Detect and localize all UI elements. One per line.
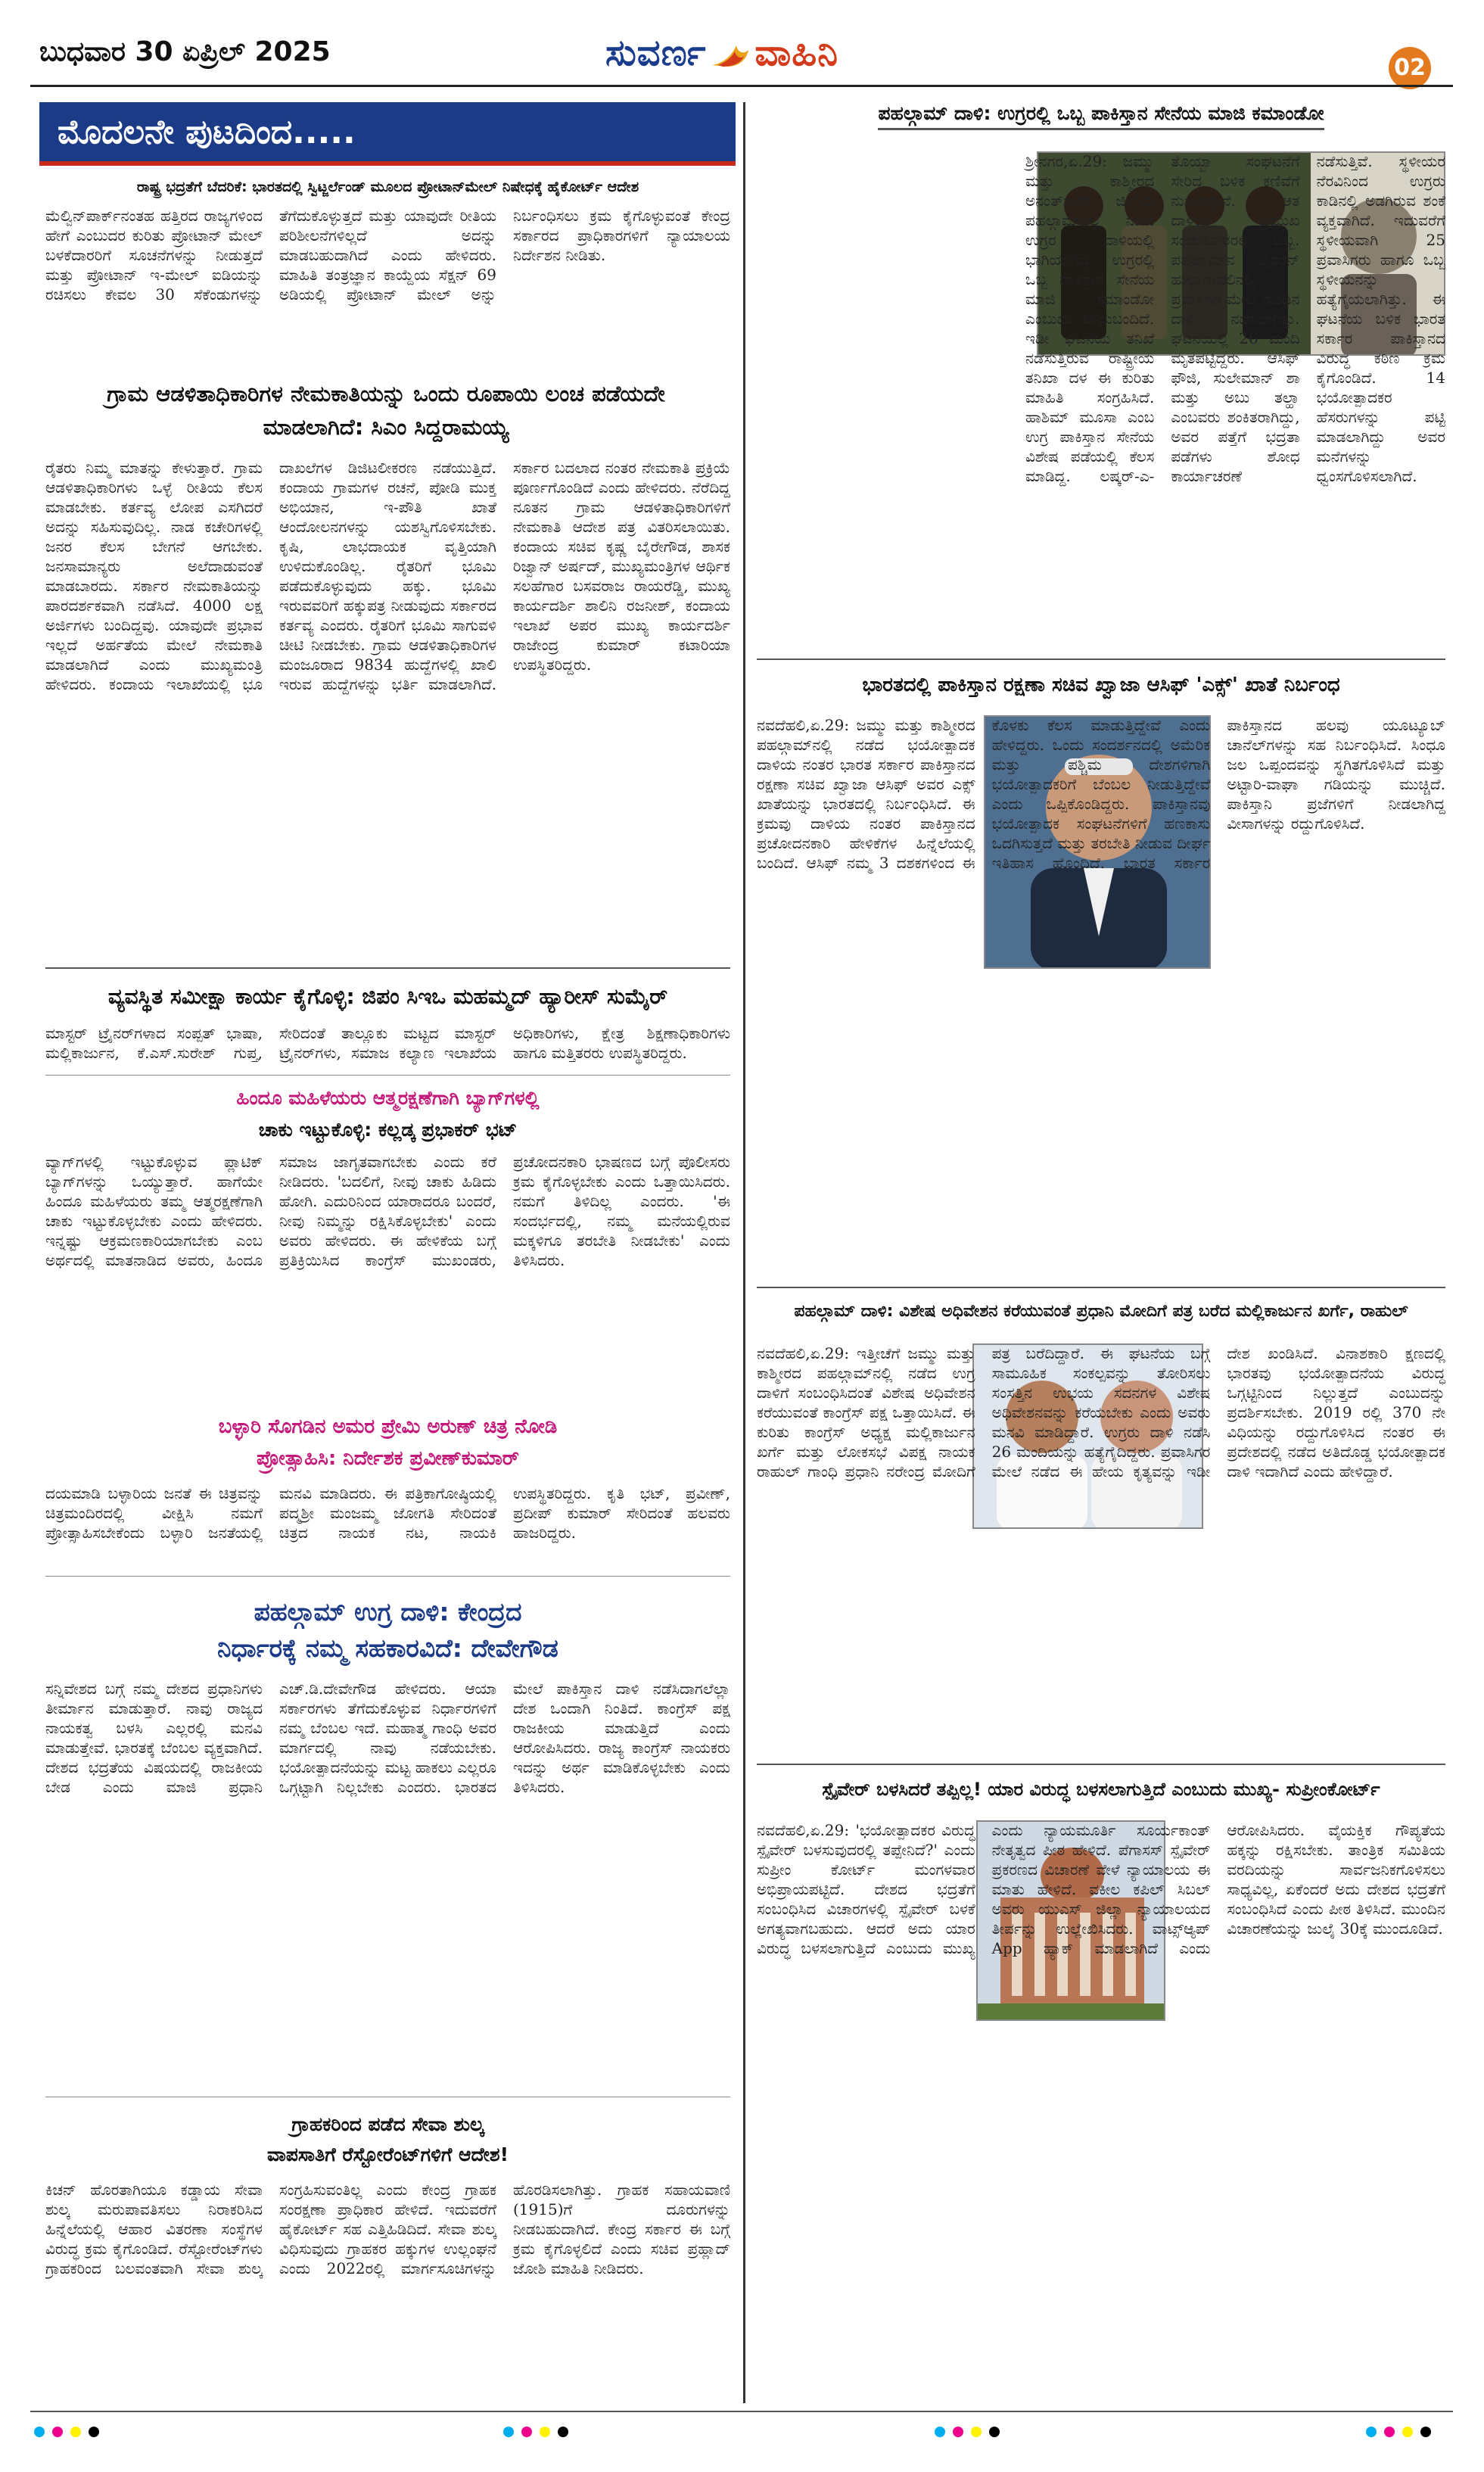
story1-body-left bbox=[757, 151, 1445, 651]
black-dot-icon bbox=[989, 2427, 1000, 2437]
column-separator bbox=[743, 102, 745, 2403]
issue-date: ಬುಧವಾರ 30 ಏಪ್ರಿಲ್ 2025 bbox=[39, 36, 331, 67]
cyan-dot-icon bbox=[34, 2427, 45, 2437]
newspaper-title bbox=[605, 32, 838, 75]
service-charge-body: ಕಿಚನ್ ಹೊರತಾಗಿಯೂ ಕಡ್ಡಾಯ ಸೇವಾ ಶುಲ್ಕ ಮರುಪಾವತಿಸಲು ನಿರಾಕರಿಸಿದ ಹಿನ್ನೆಲೆಯಲ್ಲಿ ಆಹಾರ ವಿತರಣಾ ಸಂಸ್ಥೆಗಳ ವಿರುದ್ಧ ಕ್ರಮ ಕೈಗೊಂಡಿದೆ. ರೆಸ್ಟೋರೆಂಟ್‌ಗಳು ಗ್ರಾಹಕರಿಂದ ಬಲವಂತವಾಗಿ ಸೇವಾ ಶುಲ್ಕ ಸಂಗ್ರಹಿಸುವಂತಿಲ್ಲ ಎಂದು ಕೇಂದ್ರ ಗ್ರಾಹಕ ಸಂರಕ್ಷಣಾ ಪ್ರಾಧಿಕಾರ ಹೇಳಿದೆ. ಇದುವರೆಗೆ ಹೈಕೋರ್ಟ್ ಸಹ ಎತ್ತಿಹಿಡಿದಿದೆ. ಸೇವಾ ಶುಲ್ಕ ವಿಧಿಸುವುದು ಗ್ರಾಹಕರ ಹಕ್ಕುಗಳ ಉಲ್ಲಂಘನೆ ಎಂದು 2022ರಲ್ಲಿ ಮಾರ್ಗಸೂಚಿಗಳನ್ನು ಹೊರಡಿಸಲಾಗಿತ್ತು. ಗ್ರಾಹಕ ಸಹಾಯವಾಣಿ (1915)ಗೆ ದೂರುಗಳನ್ನು ನೀಡಬಹುದಾಗಿದೆ. ಕೇಂದ್ರ ಸರ್ಕಾರ ಈ ಬಗ್ಗೆ ಕ್ರಮ ಕೈಗೊಳ್ಳಲಿದೆ ಎಂದು ಸಚಿವ ಪ್ರಹ್ಲಾದ್ ಜೋಶಿ ಮಾಹಿತಿ ನೀಡಿದರು. bbox=[45, 2181, 730, 2277]
story2-headline: ಭಾರತದಲ್ಲಿ ಪಾಕಿಸ್ತಾನ ರಕ್ಷಣಾ ಸಚಿವ ಖ್ವಾಜಾ ಆಸಿಫ್ 'ಎಕ್ಸ್' ಖಾತೆ ನಿರ್ಬಂಧ bbox=[862, 674, 1340, 696]
divider-1 bbox=[45, 967, 730, 969]
black-dot-icon bbox=[1420, 2427, 1431, 2437]
magenta-dot-icon bbox=[521, 2427, 532, 2437]
siddaramaiah-body: ರೈತರು ನಿಮ್ಮ ಮಾತನ್ನು ಕೇಳುತ್ತಾರೆ. ಗ್ರಾಮ ಆಡಳಿತಾಧಿಕಾರಿಗಳು ಒಳ್ಳೆ ರೀತಿಯ ಕೆಲಸ ಮಾಡಬೇಕು. ಕರ್ತವ್ಯ ಲೋಪ ಎಸಗಿದರೆ ಅದನ್ನು ಸಹಿಸುವುದಿಲ್ಲ. ನಾಡ ಕಚೇರಿಗಳಲ್ಲಿ ಜನರ ಕೆಲಸ ಬೇಗನೆ ಆಗಬೇಕು. ಜನಸಾಮಾನ್ಯರು ಅಲೆದಾಡುವಂತೆ ಮಾಡಬಾರದು. ಸರ್ಕಾರ ನೇಮಕಾತಿಯನ್ನು ಪಾರದರ್ಶಕವಾಗಿ ನಡೆಸಿದೆ. 4000 ಲಕ್ಷ ಅರ್ಜಿಗಳು ಬಂದಿದ್ದವು. ಯಾವುದೇ ಪ್ರಭಾವ ಇಲ್ಲದೆ ಅರ್ಹತೆಯ ಮೇಲೆ ನೇಮಕಾತಿ ಮಾಡಲಾಗಿದೆ ಎಂದು ಮುಖ್ಯಮಂತ್ರಿ ಹೇಳಿದರು. ಕಂದಾಯ ಇಲಾಖೆಯಲ್ಲಿ ಭೂ ದಾಖಲೆಗಳ ಡಿಜಿಟಲೀಕರಣ ನಡೆಯುತ್ತಿದೆ. ಕಂದಾಯ ಗ್ರಾಮಗಳ ರಚನೆ, ಪೋಡಿ ಮುಕ್ತ ಅಭಿಯಾನ, ಇ-ಪೌತಿ ಖಾತೆ ಆಂದೋಲನಗಳನ್ನು ಯಶಸ್ವಿಗೊಳಿಸಬೇಕು. ಕೃಷಿ, ಲಾಭದಾಯಕ ವೃತ್ತಿಯಾಗಿ ಉಳಿದುಕೊಂಡಿಲ್ಲ. ರೈತರಿಗೆ ಭೂಮಿ ಪಡೆದುಕೊಳ್ಳುವುದು ಹಕ್ಕು. ಭೂಮಿ ಇರುವವರಿಗೆ ಹಕ್ಕುಪತ್ರ ನೀಡುವುದು ಸರ್ಕಾರದ ಕರ್ತವ್ಯ ಎಂದರು. ರೈತರಿಗೆ ಭೂಮಿ ಸಾಗುವಳಿ ಚೀಟಿ ನೀಡಬೇಕು. ಗ್ರಾಮ ಆಡಳಿತಾಧಿಕಾರಿಗಳ ಮಂಜೂರಾದ 9834 ಹುದ್ದೆಗಳಲ್ಲಿ ಖಾಲಿ ಇರುವ ಹುದ್ದೆಗಳನ್ನು ಭರ್ತಿ ಮಾಡಲಾಗಿದೆ. ಸರ್ಕಾರ ಬದಲಾದ ನಂತರ ನೇಮಕಾತಿ ಪ್ರಕ್ರಿಯೆ ಪೂರ್ಣಗೊಂಡಿದೆ ಎಂದು ಹೇಳಿದರು. ನೆರೆದಿದ್ದ ನೂತನ ಗ್ರಾಮ ಆಡಳಿತಾಧಿಕಾರಿಗಳಿಗೆ ನೇಮಕಾತಿ ಆದೇಶ ಪತ್ರ ವಿತರಿಸಲಾಯಿತು. ಕಂದಾಯ ಸಚಿವ ಕೃಷ್ಣ ಬೈರೇಗೌಡ, ಶಾಸಕ ರಿಜ್ವಾನ್ ಅರ್ಷದ್, ಮುಖ್ಯಮಂತ್ರಿಗಳ ಆರ್ಥಿಕ ಸಲಹೆಗಾರ ಬಸವರಾಜ ರಾಯರೆಡ್ಡಿ, ಮುಖ್ಯ ಕಾರ್ಯದರ್ಶಿ ಶಾಲಿನಿ ರಜನೀಶ್, ಕಂದಾಯ ಇಲಾಖೆ ಅಪರ ಮುಖ್ಯ ಕಾರ್ಯದರ್ಶಿ ರಾಜೇಂದ್ರ ಕುಮಾರ್ ಕಟಾರಿಯಾ ಉಪಸ್ಥಿತರಿದ್ದರು. bbox=[45, 459, 730, 693]
survey-headline: ವ್ಯವಸ್ಥಿತ ಸಮೀಕ್ಷಾ ಕಾರ್ಯ ಕೈಗೊಳ್ಳಿ: ಜಿಪಂ ಸಿಇಒ ಮಹಮ್ಮದ್ ಹ್ಯಾರೀಸ್ ಸುಮೈರ್ bbox=[107, 984, 668, 1009]
registration-marks-right bbox=[1362, 2426, 1435, 2440]
magenta-dot-icon bbox=[953, 2427, 963, 2437]
masthead-rule bbox=[30, 85, 1453, 87]
section-banner: ಮೊದಲನೇ ಪುಟದಿಂದ..... bbox=[39, 102, 736, 161]
story4-headline: ಸ್ಪೈವೇರ್ ಬಳಸಿದರೆ ತಪ್ಪಿಲ್ಲ! ಯಾರ ವಿರುದ್ಧ ಬಳಸಲಾಗುತ್ತಿದೆ ಎಂಬುದು ಮುಖ್ಯ- ಸುಪ್ರೀಂಕೋರ್ಟ್ bbox=[822, 1779, 1380, 1800]
magenta-dot-icon bbox=[52, 2427, 63, 2437]
title-part-2: ವಾಹಿನಿ bbox=[754, 32, 838, 74]
devegowda-headline-line2: ನಿರ್ಧಾರಕ್ಕೆ ನಮ್ಮ ಸಹಕಾರವಿದೆ: ದೇವೇಗೌಡ bbox=[217, 1633, 558, 1663]
banner-underline bbox=[39, 161, 736, 166]
black-dot-icon bbox=[89, 2427, 99, 2437]
story3-body: ನವದೆಹಲಿ,ಏ.29: ಇತ್ತೀಚೆಗೆ ಜಮ್ಮು ಮತ್ತು ಕಾಶ್ಮೀರದ ಪಹಲ್ಗಾಮ್‌ನಲ್ಲಿ ನಡೆದ ಉಗ್ರ ದಾಳಿಗೆ ಸಂಬಂಧಿಸಿದಂತೆ ವಿಶೇಷ ಅಧಿವೇಶನ ಕರೆಯುವಂತೆ ಕಾಂಗ್ರೆಸ್ ಪಕ್ಷ ಒತ್ತಾಯಿಸಿದೆ. ಈ ಕುರಿತು ಕಾಂಗ್ರೆಸ್ ಅಧ್ಯಕ್ಷ ಮಲ್ಲಿಕಾರ್ಜುನ ಖರ್ಗೆ ಮತ್ತು ಲೋಕಸಭೆ ವಿಪಕ್ಷ ನಾಯಕ ರಾಹುಲ್ ಗಾಂಧಿ ಪ್ರಧಾನಿ ನರೇಂದ್ರ ಮೋದಿಗೆ ಪತ್ರ ಬರೆದಿದ್ದಾರೆ. ಈ ಘಟನೆಯ ಬಗ್ಗೆ ಸಾಮೂಹಿಕ ಸಂಕಲ್ಪವನ್ನು ತೋರಿಸಲು ಸಂಸತ್ತಿನ ಉಭಯ ಸದನಗಳ ವಿಶೇಷ ಅಧಿವೇಶನವನ್ನು ಕರೆಯಬೇಕು ಎಂದು ಅವರು ಮನವಿ ಮಾಡಿದ್ದಾರೆ. ಉಗ್ರರು ದಾಳಿ ನಡೆಸಿ 26 ಮಂದಿಯನ್ನು ಹತ್ಯೆಗೈದಿದ್ದರು. ಪ್ರವಾಸಿಗರ ಮೇಲೆ ನಡೆದ ಈ ಹೇಯ ಕೃತ್ಯವನ್ನು ಇಡೀ ದೇಶ ಖಂಡಿಸಿದೆ. ವಿನಾಶಕಾರಿ ಕ್ಷಣದಲ್ಲಿ ಭಾರತವು ಭಯೋತ್ಪಾದನೆಯ ವಿರುದ್ಧ ಒಗ್ಗಟ್ಟಿನಿಂದ ನಿಲ್ಲುತ್ತದೆ ಎಂಬುದನ್ನು ಪ್ರದರ್ಶಿಸಬೇಕು. 2019 ರಲ್ಲಿ 370 ನೇ ವಿಧಿಯನ್ನು ರದ್ದುಗೊಳಿಸಿದ ನಂತರ ಈ ಪ್ರದೇಶದಲ್ಲಿ ನಡೆದ ಅತಿದೊಡ್ಡ ಭಯೋತ್ಪಾದಕ ದಾಳಿ ಇದಾಗಿದೆ ಎಂದು ಹೇಳಿದ್ದಾರೆ. bbox=[757, 1344, 1445, 1480]
cyan-dot-icon bbox=[1366, 2427, 1377, 2437]
yellow-dot-icon bbox=[540, 2427, 550, 2437]
movie-headline-line1: ಬಳ್ಳಾರಿ ಸೊಗಡಿನ ಅಮರ ಪ್ರೇಮಿ ಅರುಣ್ ಚಿತ್ರ ನೋಡಿ bbox=[218, 1415, 558, 1438]
siddaramaiah-headline: ಗ್ರಾಮ ಆಡಳಿತಾಧಿಕಾರಿಗಳ ನೇಮಕಾತಿಯನ್ನು ಒಂದು ರೂಪಾಯಿ ಲಂಚ ಪಡೆಯದೇ ಮಾಡಲಾಗಿದೆ: ಸಿಎಂ ಸಿದ್ದರಾಮಯ್ಯ bbox=[107, 381, 665, 440]
registration-marks-center-left bbox=[499, 2426, 572, 2440]
right-divider-2 bbox=[757, 1287, 1445, 1288]
knife-body: ವ್ಯಾಗ್‌ಗಳಲ್ಲಿ ಇಟ್ಟುಕೊಳ್ಳುವ ಪ್ಲಾಟಿಕ್ ಬ್ಯಾಗ್‌ಗಳನ್ನು ಒಯ್ಯುತ್ತಾರೆ. ಹಾಗೆಯೇ ಹಿಂದೂ ಮಹಿಳೆಯರು ತಮ್ಮ ಆತ್ಮರಕ್ಷಣೆಗಾಗಿ ಚಾಕು ಇಟ್ಟುಕೊಳ್ಳಬೇಕು ಎಂದು ಹೇಳಿದರು. ಇನ್ನಷ್ಟು ಆಕ್ರಮಣಕಾರಿಯಾಗಬೇಕು ಎಂಬ ಅರ್ಥದಲ್ಲಿ ಮಾತನಾಡಿದ ಅವರು, ಹಿಂದೂ ಸಮಾಜ ಜಾಗೃತವಾಗಬೇಕು ಎಂದು ಕರೆ ನೀಡಿದರು. 'ಬದಲಿಗೆ, ನೀವು ಚಾಕು ಹಿಡಿದು ಹೋಗಿ. ಎದುರಿನಿಂದ ಯಾರಾದರೂ ಬಂದರೆ, ನೀವು ನಿಮ್ಮನ್ನು ರಕ್ಷಿಸಿಕೊಳ್ಳಬೇಕು' ಎಂದು ಅವರು ಹೇಳಿದರು. ಈ ಹೇಳಿಕೆಯ ಬಗ್ಗೆ ಪ್ರತಿಕ್ರಿಯಿಸಿದ ಕಾಂಗ್ರೆಸ್ ಮುಖಂಡರು, ಪ್ರಚೋದನಕಾರಿ ಭಾಷಣದ ಬಗ್ಗೆ ಪೊಲೀಸರು ಕ್ರಮ ಕೈಗೊಳ್ಳಬೇಕು ಎಂದು ಒತ್ತಾಯಿಸಿದರು. ನಮಗೆ ತಿಳಿದಿಲ್ಲ ಎಂದರು. 'ಈ ಸಂದರ್ಭದಲ್ಲಿ, ನಮ್ಮ ಮನೆಯಲ್ಲಿರುವ ಮಕ್ಕಳಿಗೂ ತರಬೇತಿ ನೀಡಬೇಕು' ಎಂದು ತಿಳಿಸಿದರು. bbox=[45, 1153, 730, 1269]
movie-body: ದಯಮಾಡಿ ಬಳ್ಳಾರಿಯ ಜನತೆ ಈ ಚಿತ್ರವನ್ನು ಚಿತ್ರಮಂದಿರದಲ್ಲಿ ವೀಕ್ಷಿಸಿ ನಮಗೆ ಪ್ರೋತ್ಸಾಹಿಸಬೇಕೆಂದು ಬಳ್ಳಾರಿ ಜನತೆಯಲ್ಲಿ ಮನವಿ ಮಾಡಿದರು. ಈ ಪತ್ರಿಕಾಗೋಷ್ಠಿಯಲ್ಲಿ ಪದ್ಮಶ್ರೀ ಮಂಜಮ್ಮ ಜೋಗತಿ ಸೇರಿದಂತೆ ಚಿತ್ರದ ನಾಯಕ ನಟ, ನಾಯಕಿ ಉಪಸ್ಥಿತರಿದ್ದರು. ಕೃತಿ ಭಟ್, ಪ್ರವೀಣ್, ಪ್ರದೀಪ್ ಕುಮಾರ್ ಸೇರಿದಂತೆ ಹಲವರು ಹಾಜರಿದ್ದರು. bbox=[45, 1484, 730, 1542]
registration-marks-center-right bbox=[931, 2426, 1003, 2440]
knife-headline-line1: ಹಿಂದೂ ಮಹಿಳೆಯರು ಆತ್ಮರಕ್ಷಣೆಗಾಗಿ ಬ್ಯಾಗ್‌ಗಳಲ್ಲಿ bbox=[236, 1087, 540, 1109]
movie-headline-line2: ಪ್ರೋತ್ಸಾಹಿಸಿ: ನಿರ್ದೇಶಕ ಪ್ರವೀಣ್‌ಕುಮಾರ್ bbox=[257, 1447, 519, 1470]
devegowda-body: ಸನ್ನಿವೇಶದ ಬಗ್ಗೆ ನಮ್ಮ ದೇಶದ ಪ್ರಧಾನಿಗಳು ತೀರ್ಮಾನ ಮಾಡುತ್ತಾರೆ. ನಾವು ರಾಜ್ಯದ ನಾಯಕತ್ವ ಬಳಸಿ ಎಲ್ಲರಲ್ಲಿ ಮನವಿ ಮಾಡುತ್ತೇವೆ. ಭಾರತಕ್ಕೆ ಬೆಂಬಲ ವ್ಯಕ್ತವಾಗಿದೆ. ದೇಶದ ಭದ್ರತೆಯ ವಿಷಯದಲ್ಲಿ ರಾಜಕೀಯ ಬೇಡ ಎಂದು ಮಾಜಿ ಪ್ರಧಾನಿ ಎಚ್.ಡಿ.ದೇವೇಗೌಡ ಹೇಳಿದರು. ಆಯಾ ಸರ್ಕಾರಗಳು ತೆಗೆದುಕೊಳ್ಳುವ ನಿರ್ಧಾರಗಳಿಗೆ ನಮ್ಮ ಬೆಂಬಲ ಇದೆ. ಮಹಾತ್ಮ ಗಾಂಧಿ ಅವರ ಮಾರ್ಗದಲ್ಲಿ ನಾವು ನಡೆಯಬೇಕು. ಭಯೋತ್ಪಾದನೆಯನ್ನು ಮಟ್ಟ ಹಾಕಲು ಎಲ್ಲರೂ ಒಗ್ಗಟ್ಟಾಗಿ ನಿಲ್ಲಬೇಕು ಎಂದರು. ಭಾರತದ ಮೇಲೆ ಪಾಕಿಸ್ತಾನ ದಾಳಿ ನಡೆಸಿದಾಗಲೆಲ್ಲಾ ದೇಶ ಒಂದಾಗಿ ನಿಂತಿದೆ. ಕಾಂಗ್ರೆಸ್ ಪಕ್ಷ ರಾಜಕೀಯ ಮಾಡುತ್ತಿದೆ ಎಂದು ಆರೋಪಿಸಿದರು. ರಾಜ್ಯ ಕಾಂಗ್ರೆಸ್ ನಾಯಕರು ಇದನ್ನು ಅರ್ಥ ಮಾಡಿಕೊಳ್ಳಬೇಕು ಎಂದು ತಿಳಿಸಿದರು. bbox=[45, 1680, 730, 1796]
black-dot-icon bbox=[558, 2427, 568, 2437]
survey-body: ಮಾಸ್ಟರ್ ಟ್ರೈನರ್‌ಗಳಾದ ಸಂಪ್ಪತ್ ಭಾಷಾ, ಮಲ್ಲಿಕಾರ್ಜುನ, ಕೆ.ಎಸ್.ಸುರೇಶ್ ಗುಪ್ತ, ಸೇರಿದಂತೆ ತಾಲ್ಲೂಕು ಮಟ್ಟದ ಮಾಸ್ಟರ್ ಟ್ರೈನರ್‌ಗಳು, ಸಮಾಜ ಕಲ್ಯಾಣ ಇಲಾಖೆಯ ಅಧಿಕಾರಿಗಳು, ಕ್ಷೇತ್ರ ಶಿಕ್ಷಣಾಧಿಕಾರಿಗಳು ಹಾಗೂ ಮತ್ತಿತರರು ಉಪಸ್ಥಿತರಿದ್ದರು. bbox=[45, 1024, 730, 1062]
knife-headline-line2: ಚಾಕು ಇಟ್ಟುಕೊಳ್ಳಿ: ಕಲ್ಲಡ್ಕ ಪ್ರಭಾಕರ್ ಭಟ್ bbox=[258, 1119, 518, 1141]
divider-2 bbox=[45, 1075, 730, 1076]
devegowda-headline-line1: ಪಹಲ್ಗಾಮ್ ಉಗ್ರ ದಾಳಿ: ಕೇಂದ್ರದ bbox=[254, 1597, 522, 1627]
cyan-dot-icon bbox=[935, 2427, 945, 2437]
yellow-dot-icon bbox=[70, 2427, 81, 2437]
story2-body: ನವದೆಹಲಿ,ಏ.29: ಜಮ್ಮು ಮತ್ತು ಕಾಶ್ಮೀರದ ಪಹಲ್ಗಾಮ್‌ನಲ್ಲಿ ನಡೆದ ಭಯೋತ್ಪಾದಕ ದಾಳಿಯ ನಂತರ ಭಾರತ ಸರ್ಕಾರ ಪಾಕಿಸ್ತಾನದ ರಕ್ಷಣಾ ಸಚಿವ ಖ್ವಾಜಾ ಆಸಿಫ್ ಅವರ ಎಕ್ಸ್ ಖಾತೆಯನ್ನು ಭಾರತದಲ್ಲಿ ನಿರ್ಬಂಧಿಸಿದೆ. ಈ ಕ್ರಮವು ದಾಳಿಯ ನಂತರ ಪಾಕಿಸ್ತಾನದ ಪ್ರಚೋದನಕಾರಿ ಹೇಳಿಕೆಗಳ ಹಿನ್ನೆಲೆಯಲ್ಲಿ ಬಂದಿದೆ. ಆಸಿಫ್ ನಮ್ಮ 3 ದಶಕಗಳಿಂದ ಈ ಕೊಳಕು ಕೆಲಸ ಮಾಡುತ್ತಿದ್ದೇವೆ ಎಂದು ಹೇಳಿದ್ದರು. ಒಂದು ಸಂದರ್ಶನದಲ್ಲಿ ಅಮೆರಿಕ ಮತ್ತು ಪಶ್ಚಿಮ ದೇಶಗಳಿಗಾಗಿ ಭಯೋತ್ಪಾದಕರಿಗೆ ಬೆಂಬಲ ನೀಡುತ್ತಿದ್ದೇವೆ ಎಂದು ಒಪ್ಪಿಕೊಂಡಿದ್ದರು. ಪಾಕಿಸ್ತಾನವು ಭಯೋತ್ಪಾದಕ ಸಂಘಟನೆಗಳಿಗೆ ಹಣಕಾಸು ಒದಗಿಸುತ್ತದೆ ಮತ್ತು ತರಬೇತಿ ನೀಡುವ ದೀರ್ಘ ಇತಿಹಾಸ ಹೊಂದಿದೆ. ಭಾರತ ಸರ್ಕಾರ ಪಾಕಿಸ್ತಾನದ ಹಲವು ಯೂಟ್ಯೂಬ್ ಚಾನೆಲ್‌ಗಳನ್ನು ಸಹ ನಿರ್ಬಂಧಿಸಿದೆ. ಸಿಂಧೂ ಜಲ ಒಪ್ಪಂದವನ್ನು ಸ್ಥಗಿತಗೊಳಿಸಿದೆ ಮತ್ತು ಅಟ್ಟಾರಿ-ವಾಘಾ ಗಡಿಯನ್ನು ಮುಚ್ಚಿದೆ. ಪಾಕಿಸ್ತಾನಿ ಪ್ರಜೆಗಳಿಗೆ ನೀಡಲಾಗಿದ್ದ ವೀಸಾಗಳನ್ನು ರದ್ದುಗೊಳಿಸಿದೆ. bbox=[757, 716, 1445, 872]
service-charge-headline-line1: ಗ್ರಾಹಕರಿಂದ ಪಡೆದ ಸೇವಾ ಶುಲ್ಕ bbox=[291, 2113, 484, 2135]
right-divider-1 bbox=[757, 658, 1445, 660]
yellow-dot-icon bbox=[971, 2427, 982, 2437]
yellow-dot-icon bbox=[1402, 2427, 1413, 2437]
footer-rule bbox=[30, 2411, 1453, 2412]
story3-headline: ಪಹಲ್ಗಾಮ್ ದಾಳಿ: ವಿಶೇಷ ಅಧಿವೇಶನ ಕರೆಯುವಂತೆ ಪ್ರಧಾನಿ ಮೋದಿಗೆ ಪತ್ರ ಬರೆದ ಮಲ್ಲಿಕಾರ್ಜುನ ಖರ್ಗೆ, ರಾಹುಲ್ bbox=[794, 1302, 1408, 1321]
service-charge-headline-line2: ವಾಪಸಾತಿಗೆ ರೆಸ್ಟೋರೆಂಟ್‌ಗಳಿಗೆ ಆದೇಶ! bbox=[266, 2144, 509, 2165]
protonmail-body: ಮೆಲ್ವಿನ್‌ಪಾರ್ಕ್‌ನಂತಹ ಹತ್ತಿರದ ರಾಜ್ಯಗಳಿಂದ ಹೇಗೆ ಎಂಬುದರ ಕುರಿತು ಪ್ರೋಟಾನ್ ಮೇಲ್ ಬಳಕೆದಾರರಿಗೆ ಸೂಚನೆಗಳನ್ನು ನೀಡುತ್ತದೆ ಮತ್ತು ಪ್ರೋಟಾನ್ ಇ-ಮೇಲ್ ಐಡಿಯನ್ನು ರಚಿಸಲು ಕೇವಲ 30 ಸೆಕೆಂಡುಗಳನ್ನು ತೆಗೆದುಕೊಳ್ಳುತ್ತದೆ ಮತ್ತು ಯಾವುದೇ ರೀತಿಯ ಪರಿಶೀಲನೆಗಳಿಲ್ಲದೆ ಅದನ್ನು ಮಾಡಬಹುದಾಗಿದೆ ಎಂದು ಹೇಳಿದರು. ಮಾಹಿತಿ ತಂತ್ರಜ್ಞಾನ ಕಾಯ್ದೆಯ ಸೆಕ್ಷನ್ 69 ಅಡಿಯಲ್ಲಿ ಪ್ರೋಟಾನ್ ಮೇಲ್ ಅನ್ನು ನಿರ್ಬಂಧಿಸಲು ಕ್ರಮ ಕೈಗೊಳ್ಳುವಂತೆ ಕೇಂದ್ರ ಸರ್ಕಾರದ ಪ್ರಾಧಿಕಾರಗಳಿಗೆ ನ್ಯಾಯಾಲಯ ನಿರ್ದೇಶನ ನೀಡಿತು. bbox=[45, 207, 730, 304]
page-number-badge: 02 bbox=[1389, 47, 1431, 89]
masthead bbox=[0, 0, 1484, 83]
title-part-1: ಸುವರ್ಣ bbox=[605, 32, 707, 74]
right-divider-3 bbox=[757, 1764, 1445, 1765]
registration-marks-left bbox=[30, 2426, 103, 2440]
story1-headline-wrap bbox=[757, 102, 1445, 130]
story4-body: ನವದೆಹಲಿ,ಏ.29: 'ಭಯೋತ್ಪಾದಕರ ವಿರುದ್ಧ ಸ್ಪೈವೇರ್ ಬಳಸುವುದರಲ್ಲಿ ತಪ್ಪೇನಿದೆ?' ಎಂದು ಸುಪ್ರೀಂ ಕೋರ್ಟ್ ಮಂಗಳವಾರ ಅಭಿಪ್ರಾಯಪಟ್ಟಿದೆ. ದೇಶದ ಭದ್ರತೆಗೆ ಸಂಬಂಧಿಸಿದ ವಿಚಾರಗಳಲ್ಲಿ ಸ್ಪೈವೇರ್ ಬಳಕೆ ಅಗತ್ಯವಾಗಬಹುದು. ಆದರೆ ಅದು ಯಾರ ವಿರುದ್ಧ ಬಳಸಲಾಗುತ್ತಿದೆ ಎಂಬುದು ಮುಖ್ಯ ಎಂದು ನ್ಯಾಯಮೂರ್ತಿ ಸೂರ್ಯಕಾಂತ್ ನೇತೃತ್ವದ ಪೀಠ ಹೇಳಿದೆ. ಪೆಗಾಸಸ್ ಸ್ಪೈವೇರ್ ಪ್ರಕರಣದ ವಿಚಾರಣೆ ವೇಳೆ ನ್ಯಾಯಾಲಯ ಈ ಮಾತು ಹೇಳಿದೆ. ವಕೀಲ ಕಪಿಲ್ ಸಿಬಲ್ ಅವರು ಯುಎಸ್ ಜಿಲ್ಲಾ ನ್ಯಾಯಾಲಯದ ತೀರ್ಪನ್ನು ಉಲ್ಲೇಖಿಸಿದರು. ವಾಟ್ಸ್‌ಆ್ಯಪ್ App ಹ್ಯಾಕ್ ಮಾಡಲಾಗಿದೆ ಎಂದು ಆರೋಪಿಸಿದರು. ವೈಯಕ್ತಿಕ ಗೌಪ್ಯತೆಯ ಹಕ್ಕನ್ನು ರಕ್ಷಿಸಬೇಕು. ತಾಂತ್ರಿಕ ಸಮಿತಿಯ ವರದಿಯನ್ನು ಸಾರ್ವಜನಿಕಗೊಳಿಸಲು ಸಾಧ್ಯವಿಲ್ಲ, ಏಕೆಂದರೆ ಅದು ದೇಶದ ಭದ್ರತೆಗೆ ಸಂಬಂಧಿಸಿದೆ ಎಂದು ಪೀಠ ತಿಳಿಸಿದೆ. ಮುಂದಿನ ವಿಚಾರಣೆಯನ್ನು ಜುಲೈ 30ಕ್ಕೆ ಮುಂದೂಡಿದೆ. bbox=[757, 1821, 1445, 1957]
divider-3 bbox=[45, 1576, 730, 1577]
cyan-dot-icon bbox=[503, 2427, 514, 2437]
story1-body: ಶ್ರೀನಗರ,ಏ.29: ಜಮ್ಮು ಮತ್ತು ಕಾಶ್ಮೀರದ ಅನಂತ್‌ನಾಗ್ ಜಿಲ್ಲೆಯ ಪಹಲ್ಗಾಮ್‌ನಲ್ಲಿ ನಡೆದ ಉಗ್ರರ ದಾಳಿಯಲ್ಲಿ ಭಾಗಿಯಾಗಿದ್ದ ಉಗ್ರರಲ್ಲಿ ಒಬ್ಬ ಪಾಕಿಸ್ತಾನ ಸೇನೆಯ ಮಾಜಿ ಕಮಾಂಡೋ ಎಂಬುದು ತಿಳಿದುಬಂದಿದೆ. ಇಡೀ ಘಟನೆಯ ತನಿಖೆ ನಡೆಸುತ್ತಿರುವ ರಾಷ್ಟ್ರೀಯ ತನಿಖಾ ದಳ ಈ ಕುರಿತು ಮಾಹಿತಿ ಸಂಗ್ರಹಿಸಿದೆ. ಹಾಶಿಮ್ ಮೂಸಾ ಎಂಬ ಉಗ್ರ ಪಾಕಿಸ್ತಾನ ಸೇನೆಯ ವಿಶೇಷ ಪಡೆಯಲ್ಲಿ ಕೆಲಸ ಮಾಡಿದ್ದ. ಲಷ್ಕರ್-ಎ-ತೊಯ್ಬಾ ಸಂಘಟನೆಗೆ ಸೇರಿದ ಬಳಿಕ ಕಣಿವೆಗೆ ನುಸುಳಿದ್ದಾನೆ. ಆತ ದಾಳಿಯ ಪ್ರಮುಖ ಸಂಚುಕೋರರಲ್ಲಿ ಒಬ್ಬ. ಪಹಲ್ಗಾಮ್‌ನ ಬೈಸರನ್ ಹುಲ್ಲುಗಾವಲಿನಲ್ಲಿ ಪ್ರವಾಸಿಗರ ಮೇಲೆ ಗುಂಡಿನ ದಾಳಿ ನಡೆಸಲಾಗಿತ್ತು. ಘಟನೆಯಲ್ಲಿ 26 ಮಂದಿ ಮೃತಪಟ್ಟಿದ್ದರು. ಆಸಿಫ್ ಫೌಜಿ, ಸುಲೇಮಾನ್ ಶಾ ಮತ್ತು ಅಬು ತಲ್ಹಾ ಎಂಬವರು ಶಂಕಿತರಾಗಿದ್ದು, ಅವರ ಪತ್ತೆಗೆ ಭದ್ರತಾ ಪಡೆಗಳು ಶೋಧ ಕಾರ್ಯಾಚರಣೆ ನಡೆಸುತ್ತಿವೆ. ಸ್ಥಳೀಯರ ನೆರವಿನಿಂದ ಉಗ್ರರು ಕಾಡಿನಲ್ಲಿ ಅಡಗಿರುವ ಶಂಕೆ ವ್ಯಕ್ತವಾಗಿದೆ. ಇದುವರೆಗೆ ಸ್ಥಳೀಯವಾಗಿ 25 ಪ್ರವಾಸಿಗರು ಹಾಗೂ ಒಬ್ಬ ಸ್ಥಳೀಯನನ್ನು ಹತ್ಯೆಗೈಯಲಾಗಿತ್ತು. ಈ ಘಟನೆಯ ಬಳಿಕ ಭಾರತ ಸರ್ಕಾರ ಪಾಕಿಸ್ತಾನದ ವಿರುದ್ಧ ಕಠಿಣ ಕ್ರಮ ಕೈಗೊಂಡಿದೆ. 14 ಭಯೋತ್ಪಾದಕರ ಹೆಸರುಗಳನ್ನು ಪಟ್ಟಿ ಮಾಡಲಾಗಿದ್ದು ಅವರ ಮನೆಗಳನ್ನು ಧ್ವಂಸಗೊಳಿಸಲಾಗಿದೆ. bbox=[1025, 152, 1445, 485]
magenta-dot-icon bbox=[1384, 2427, 1395, 2437]
protonmail-subtitle: ರಾಷ್ಟ್ರ ಭದ್ರತೆಗೆ ಬೆದರಿಕೆ: ಭಾರತದಲ್ಲಿ ಸ್ವಿಟ್ಜರ್ಲೆಂಡ್ ಮೂಲದ ಪ್ರೋಟಾನ್‌ಮೇಲ್ ನಿಷೇಧಕ್ಕೆ ಹೈಕೋರ್ಟ್ ಆದೇಶ bbox=[136, 179, 639, 195]
story1-headline: ಪಹಲ್ಗಾಮ್ ದಾಳಿ: ಉಗ್ರರಲ್ಲಿ ಒಬ್ಬ ಪಾಕಿಸ್ತಾನ ಸೇನೆಯ ಮಾಜಿ ಕಮಾಂಡೋ bbox=[878, 102, 1324, 130]
flame-logo-icon bbox=[709, 42, 751, 68]
